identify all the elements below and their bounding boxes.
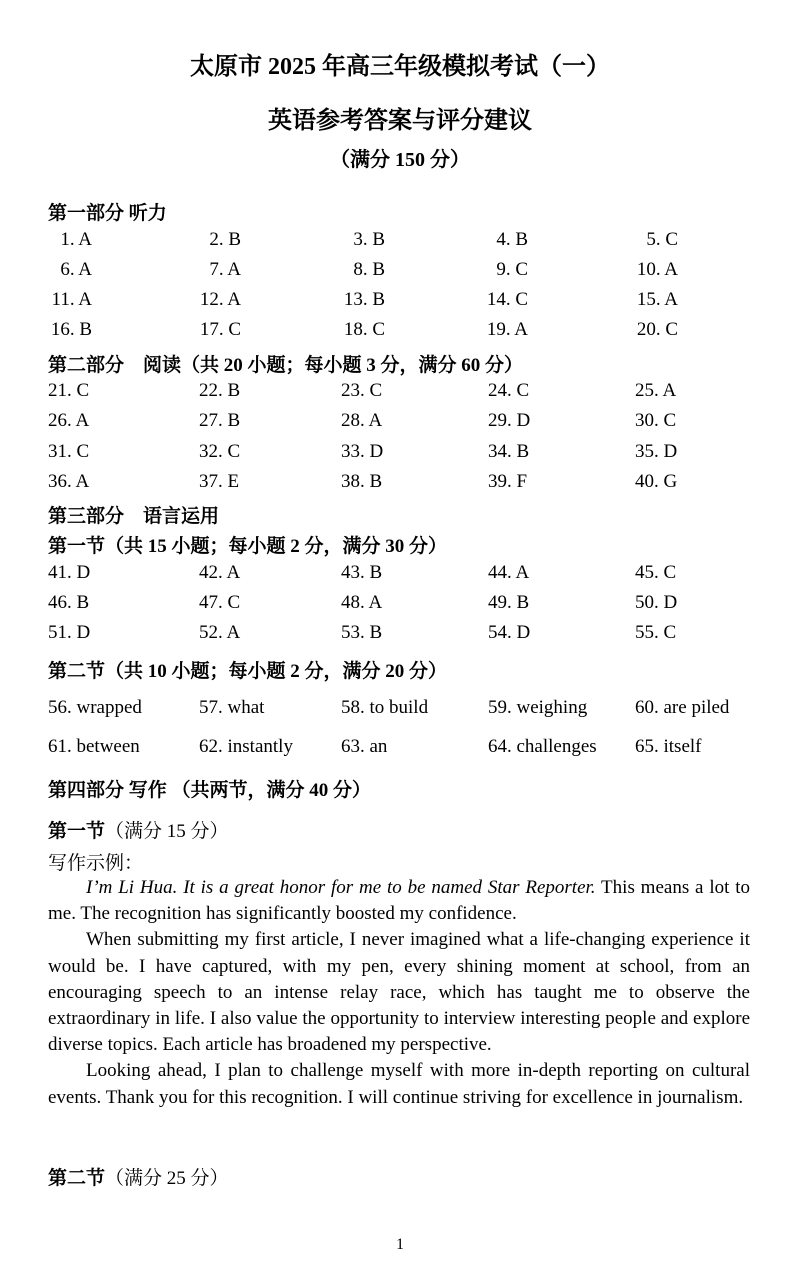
answer-listening-7: 7. A — [209, 259, 241, 280]
part4-section2-marks: （满分 25 分） — [105, 1168, 229, 1189]
answer-listening-9: 9. C — [496, 259, 528, 280]
answer-reading-20: 40. G — [635, 471, 678, 492]
answer-listening-15: 15. A — [636, 289, 678, 310]
answer-grammar-fill-8: 63. an — [341, 736, 388, 757]
answer-reading-14: 34. B — [488, 441, 530, 462]
part4-section1-marks: （满分 15 分） — [105, 821, 229, 842]
answer-cloze-1: 41. D — [48, 562, 91, 583]
answer-reading-6: 26. A — [48, 410, 90, 431]
part4-section1-label: 第一节 — [48, 821, 106, 842]
answer-grammar-fill-6: 61. between — [48, 736, 140, 757]
answer-grammar-fill-7: 62. instantly — [199, 736, 293, 757]
answer-listening-18: 18. C — [343, 319, 385, 340]
answer-listening-10: 10. A — [636, 259, 678, 280]
part4-section2-heading — [48, 1163, 229, 1190]
part1-heading: 第一部分 听力 — [48, 203, 167, 224]
answer-grammar-fill-1: 56. wrapped — [48, 697, 142, 718]
essay-paragraph-3: Looking ahead, I plan to challenge myself with more in-depth reporting on cultural events. Thank you for this recognition. I will continue striving for excellence in journalism. — [48, 1060, 750, 1108]
answer-cloze-15: 55. C — [635, 622, 677, 643]
answer-cloze-4: 44. A — [488, 562, 530, 583]
answer-reading-1: 21. C — [48, 380, 90, 401]
answer-reading-19: 39. F — [488, 471, 528, 492]
answer-listening-16: 16. B — [50, 319, 92, 340]
answer-grammar-fill-4: 59. weighing — [488, 697, 588, 718]
essay-paragraph-2: When submitting my first article, I never imagined what a life-changing experience it would be. I have captured, with my pen, every shining moment at school, from an encouraging speech to an intense relay race, which has taught me to observe the extraordinary in life. I also value the opportunity to interview interesting people and explore diverse topics. Each article has broadened my perspective. — [48, 929, 750, 1056]
answer-cloze-2: 42. A — [199, 562, 241, 583]
sample-label: 写作示例： — [48, 853, 144, 874]
part4-section1-heading — [48, 816, 229, 843]
answer-listening-8: 8. B — [353, 259, 385, 280]
part4-section2-label: 第二节 — [48, 1168, 106, 1189]
answer-cloze-5: 45. C — [635, 562, 677, 583]
answer-reading-18: 38. B — [341, 471, 383, 492]
answer-reading-10: 30. C — [635, 410, 677, 431]
answer-listening-13: 13. B — [343, 289, 385, 310]
answer-listening-12: 12. A — [199, 289, 241, 310]
answer-listening-2: 2. B — [209, 229, 241, 250]
answer-cloze-13: 53. B — [341, 622, 383, 643]
part4-heading: 第四部分 写作 （共两节，满分 40 分） — [48, 780, 372, 801]
answer-cloze-8: 48. A — [341, 592, 383, 613]
answer-cloze-7: 47. C — [199, 592, 241, 613]
answer-listening-6: 6. A — [60, 259, 92, 280]
page-number: 1 — [396, 1236, 404, 1253]
answer-reading-15: 35. D — [635, 441, 678, 462]
essay-italic-opening: I’m Li Hua. It is a great honor for me to be named Star Reporter. — [86, 877, 596, 898]
answer-cloze-10: 50. D — [635, 592, 678, 613]
answer-listening-14: 14. C — [486, 289, 528, 310]
essay-paragraph-1 — [48, 875, 750, 927]
part3-section2-heading: 第二节（共 10 小题；每小题 2 分，满分 20 分） — [48, 661, 448, 682]
page-title: 太原市 2025 年高三年级模拟考试（一） — [190, 54, 610, 80]
answer-listening-4: 4. B — [496, 229, 528, 250]
answer-cloze-3: 43. B — [341, 562, 383, 583]
answer-cloze-6: 46. B — [48, 592, 90, 613]
full-marks: （满分 150 分） — [330, 149, 470, 171]
answer-reading-11: 31. C — [48, 441, 90, 462]
answer-cloze-9: 49. B — [488, 592, 530, 613]
answer-cloze-11: 51. D — [48, 622, 91, 643]
answer-reading-8: 28. A — [341, 410, 383, 431]
sample-essay — [48, 875, 750, 1111]
answer-reading-13: 33. D — [341, 441, 384, 462]
answer-listening-11: 11. A — [51, 289, 92, 310]
answer-listening-19: 19. A — [486, 319, 528, 340]
answer-reading-7: 27. B — [199, 410, 241, 431]
answer-reading-5: 25. A — [635, 380, 677, 401]
answer-listening-20: 20. C — [636, 319, 678, 340]
answer-reading-2: 22. B — [199, 380, 241, 401]
answer-listening-17: 17. C — [199, 319, 241, 340]
essay-p1-rest: This means a lot to me. The recognition has significantly boosted my confidence. — [48, 877, 750, 925]
answer-grammar-fill-10: 65. itself — [635, 736, 702, 757]
answer-reading-3: 23. C — [341, 380, 383, 401]
part2-heading: 第二部分 阅读（共 20 小题；每小题 3 分，满分 60 分） — [48, 355, 524, 376]
answer-reading-16: 36. A — [48, 471, 90, 492]
answer-grammar-fill-9: 64. challenges — [488, 736, 597, 757]
part3-section1-heading: 第一节（共 15 小题；每小题 2 分，满分 30 分） — [48, 536, 448, 557]
part3-heading: 第三部分 语言运用 — [48, 506, 220, 527]
answer-listening-3: 3. B — [353, 229, 385, 250]
answer-reading-9: 29. D — [488, 410, 531, 431]
answer-grammar-fill-3: 58. to build — [341, 697, 429, 718]
answer-reading-12: 32. C — [199, 441, 241, 462]
answer-reading-4: 24. C — [488, 380, 530, 401]
answer-listening-5: 5. C — [646, 229, 678, 250]
answer-reading-17: 37. E — [199, 471, 240, 492]
answer-grammar-fill-5: 60. are piled — [635, 697, 730, 718]
answer-cloze-14: 54. D — [488, 622, 531, 643]
answer-cloze-12: 52. A — [199, 622, 241, 643]
answer-listening-1: 1. A — [60, 229, 92, 250]
page-subtitle: 英语参考答案与评分建议 — [268, 108, 532, 134]
answer-grammar-fill-2: 57. what — [199, 697, 265, 718]
